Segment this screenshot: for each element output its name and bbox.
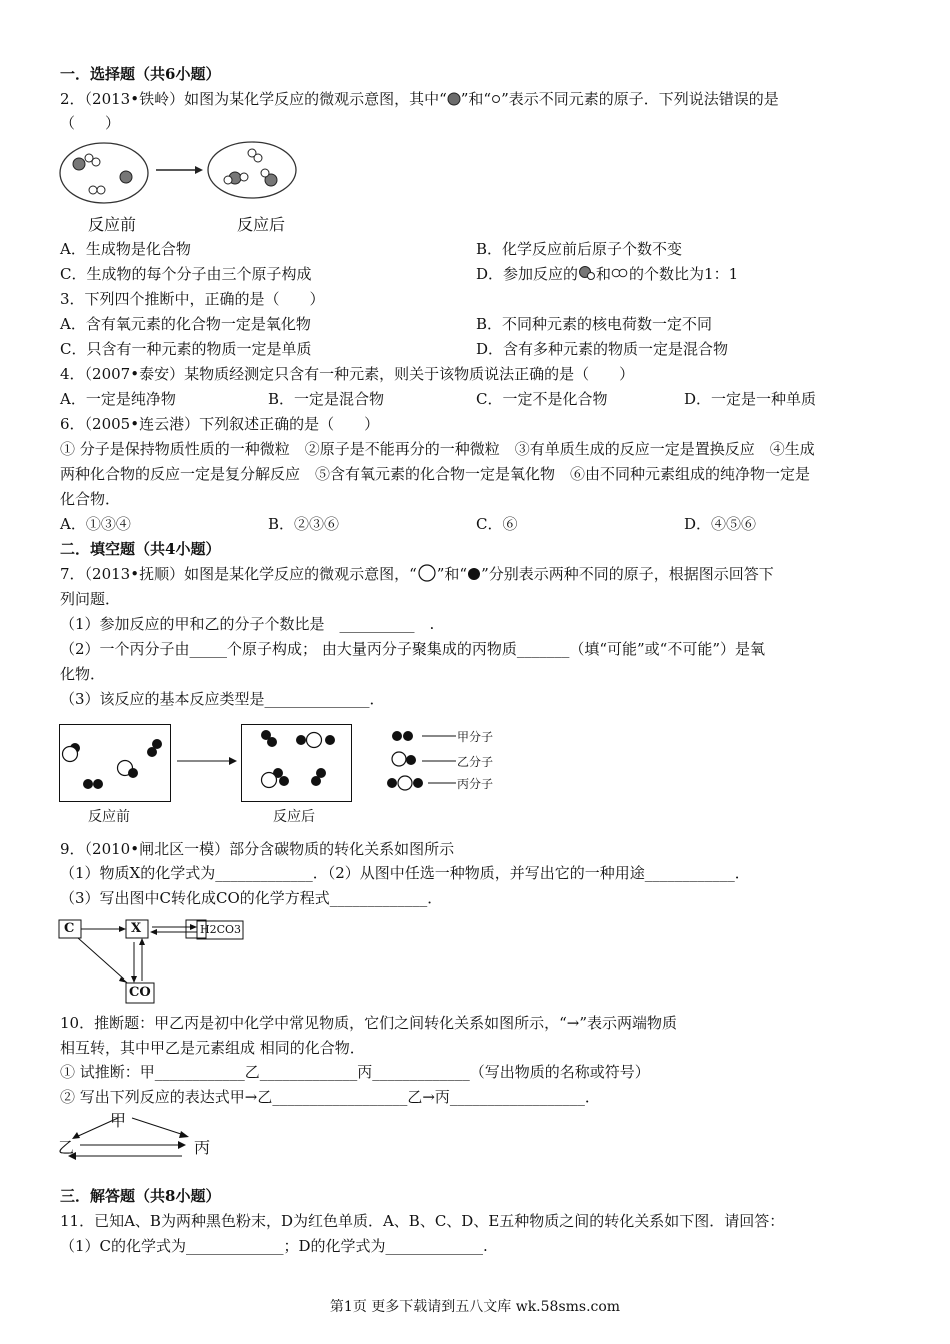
q3-stem: 3．下列四个推断中，正确的是（ ）: [60, 290, 325, 308]
q6-stem: 6．（2005•连云港）下列叙述正确的是（ ）: [60, 415, 380, 433]
legend-bing: 丙分子: [457, 777, 494, 791]
box-c: C: [64, 921, 75, 936]
box-h2co3: H2CO3: [200, 923, 242, 936]
q7-part-1: （1）参加反应的甲和乙的分子个数比是 __________ .: [60, 615, 435, 633]
q7-stem-pre: 7．（2013•抚顺）如图是某化学反应的微观示意图，“: [60, 565, 417, 583]
after-box: [242, 725, 352, 802]
q4-stem: 4．（2007•泰安）某物质经测定只含有一种元素，则关于该物质说法正确的是（ ）: [60, 365, 635, 383]
node-bing: 丙: [194, 1138, 211, 1157]
q7-label-after: 反应后: [273, 809, 315, 825]
gray-atom: [73, 158, 85, 170]
q6-line-1: ① 分子是保持物质性质的一种微粒 ②原子是不能再分的一种微粒 ③有单质生成的反应一定是置换反应 ④生成: [60, 440, 815, 458]
q10-line-3: ① 试推断：甲____________乙_____________丙_____________（写出物质的名称或符号）: [60, 1063, 650, 1081]
white-atom: [261, 169, 269, 177]
q9-stem: 9．（2010•闸北区一模）部分含碳物质的转化关系如图所示: [60, 840, 455, 858]
q11-line-1: 11．已知A、B为两种黑色粉末，D为红色单质．A、B、C、D、E五种物质之间的转化关系如下图．请回答：: [60, 1212, 785, 1230]
q2-option-d: [476, 263, 738, 285]
legend-yi: 乙分子: [457, 755, 494, 769]
q2-stem: [60, 88, 779, 110]
white-atom: [254, 154, 262, 162]
q7-stem-end: ”分别表示两种不同的原子，根据图示回答下: [481, 565, 774, 583]
before-ellipse: [60, 143, 148, 203]
q7-part-2b: 化物．: [60, 665, 106, 683]
q2-option-a: A．生成物是化合物: [60, 240, 191, 258]
q6-line-3: 化合物．: [60, 490, 121, 508]
q3-option-c: C．只含有一种元素的物质一定是单质: [60, 340, 312, 358]
q7-stem: [60, 563, 774, 585]
white-atom: [89, 186, 97, 194]
white-atom-icon: [491, 94, 501, 104]
q7-reaction-diagram: [59, 724, 519, 804]
q2-paren: （ ）: [60, 114, 121, 132]
gray-atom: [120, 171, 132, 183]
white-atom: [92, 158, 100, 166]
q2-stem-mid: ”和“: [460, 90, 492, 108]
solid-atom-icon: [467, 567, 481, 581]
q6-line-2: 两种化合物的反应一定是复分解反应 ⑤含有氧元素的化合物一定是氧化物 ⑥由不同种元素组成的纯净物一定是: [60, 465, 811, 483]
q11-line-2: （1）C的化学式为_____________；D的化学式为_____________.: [60, 1237, 488, 1255]
q2-label-before: 反应前: [88, 215, 137, 234]
gray-white-molecule-icon: [578, 265, 596, 281]
white-white-molecule-icon: [611, 267, 629, 279]
q4-option-c: C．一定不是化合物: [476, 390, 608, 408]
q6-option-c: C．⑥: [476, 515, 518, 533]
q2-option-b: B．化学反应前后原子个数不变: [476, 240, 683, 258]
q4-option-a: A．一定是纯净物: [60, 390, 176, 408]
gray-atom-icon: [447, 92, 461, 106]
q7-part-2: （2）一个丙分子由_____个原子构成； 由大量丙分子聚集成的丙物质_______（填“可能”或“不可能”）是氧: [60, 640, 765, 658]
q2-label-after: 反应后: [237, 215, 286, 234]
q7-stem-mid: ”和“: [436, 565, 468, 583]
q4-option-b: B．一定是混合物: [268, 390, 385, 408]
white-atom: [224, 176, 232, 184]
q4-option-d: D．一定是一种单质: [684, 390, 817, 408]
q7-part-3: （3）该反应的基本反应类型是______________．: [60, 690, 385, 708]
q10-line-2: 相互转，其中甲乙是元素组成 相同的化合物．: [60, 1039, 365, 1057]
q2-reaction-diagram: [56, 140, 306, 210]
hollow-atom-icon: [417, 564, 437, 582]
q2-stem-text: 2．（2013•铁岭）如图为某化学反应的微观示意图，其中“: [60, 90, 447, 108]
q2-stem-end: ”表示不同元素的原子．下列说法错误的是: [501, 90, 779, 108]
section-title-fill: 二．填空题（共4小题）: [60, 540, 221, 558]
q2-option-d-mid: 和: [596, 265, 612, 283]
section-title-choice: 一．选择题（共6小题）: [60, 65, 221, 83]
box-co: CO: [129, 985, 151, 1000]
q3-option-a: A．含有氧元素的化合物一定是氧化物: [60, 315, 311, 333]
before-box: [60, 725, 171, 802]
q7-stem-2: 列问题．: [60, 590, 121, 608]
q6-option-b: B．②③⑥: [268, 515, 340, 533]
legend-jia: 甲分子: [457, 730, 494, 744]
white-atom: [97, 186, 105, 194]
q10-line-1: 10．推断题：甲乙丙是初中化学中常见物质，它们之间转化关系如图所示，“→”表示两端物质: [60, 1014, 677, 1032]
q2-option-d-pre: D．参加反应的: [476, 265, 579, 283]
white-atom: [240, 173, 248, 181]
q6-option-d: D．④⑤⑥: [684, 515, 757, 533]
q2-option-d-end: 的个数比为1：1: [629, 265, 739, 283]
q3-option-d: D．含有多种元素的物质一定是混合物: [476, 340, 729, 358]
q6-option-a: A．①③④: [60, 515, 131, 533]
node-yi: 乙: [58, 1138, 75, 1157]
q7-label-before: 反应前: [88, 809, 130, 825]
page-footer: 第1页 更多下载请到五八文库 wk.58sms.com: [329, 1299, 621, 1315]
q2-option-c: C．生成物的每个分子由三个原子构成: [60, 265, 312, 283]
q3-option-b: B．不同种元素的核电荷数一定不同: [476, 315, 713, 333]
q10-line-4: ② 写出下列反应的表达式甲→乙__________________乙→丙__________________．: [60, 1088, 600, 1106]
q9-part-3: （3）写出图中C转化成CO的化学方程式_____________．: [60, 889, 443, 907]
node-jia: 甲: [110, 1111, 127, 1130]
q9-part-1-2: （1）物质X的化学式为_____________．（2）从图中任选一种物质，并写出它的一种用途____________．: [60, 864, 750, 882]
box-x: X: [131, 921, 142, 936]
section-title-answer: 三．解答题（共8小题）: [60, 1187, 221, 1205]
